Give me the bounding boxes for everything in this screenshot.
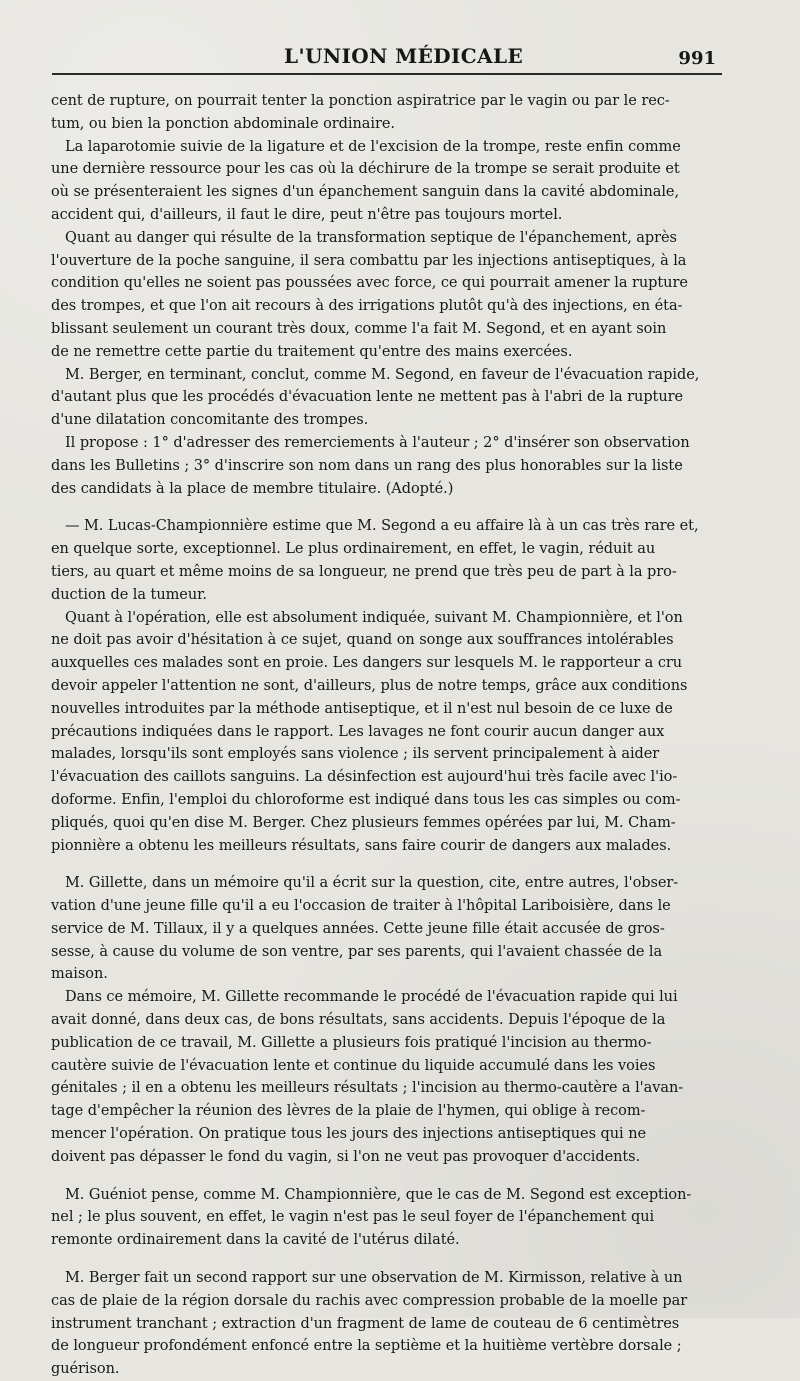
text-line: pionnière a obtenu les meilleurs résultats, sans faire courir de dangers aux malades. <box>51 837 672 854</box>
text-line: condition qu'elles ne soient pas poussées avec force, ce qui pourrait amener la rupture <box>51 275 688 292</box>
text-line: Quant à l'opération, elle est absolument indiquée, suivant M. Championnière, et l'on <box>65 609 683 626</box>
text-line: tage d'empêcher la réunion des lèvres de la plaie de l'hymen, qui oblige à recom- <box>51 1103 646 1120</box>
text-line: instrument tranchant ; extraction d'un fragment de lame de couteau de 6 centimètres <box>51 1315 680 1332</box>
text-line: de longueur profondément enfoncé entre la septième et la huitième vertèbre dorsale ; <box>51 1338 682 1355</box>
text-line: précautions indiquées dans le rapport. Les lavages ne font courir aucun danger aux <box>51 723 665 740</box>
text-line: service de M. Tillaux, il y a quelques années. Cette jeune fille était accusée de gros- <box>51 920 665 937</box>
text-line: devoir appeler l'attention ne sont, d'ailleurs, plus de notre temps, grâce aux conditions <box>51 677 688 694</box>
text-line: M. Berger fait un second rapport sur une observation de M. Kirmisson, relative à un <box>65 1270 683 1287</box>
text-line: doforme. Enfin, l'emploi du chloroforme est indiqué dans tous les cas simples ou com- <box>51 791 681 808</box>
paragraph-berger-second-report <box>51 1267 724 1381</box>
text-line: nouvelles introduites par la méthode antiseptique, et il n'est nul besoin de ce luxe de <box>51 700 673 717</box>
text-line: doivent pas dépasser le fond du vagin, si l'on ne veut pas provoquer d'accidents. <box>51 1148 641 1165</box>
text-line: — M. Lucas-Championnière estime que M. Segond a eu affaire là à un cas très rare et, <box>65 518 699 535</box>
paragraph-laparotomy <box>51 136 724 227</box>
paragraph-gillette-memoir <box>51 986 724 1168</box>
text-line: duction de la tumeur. <box>51 586 207 603</box>
page-header <box>52 43 722 83</box>
text-line: accident qui, d'ailleurs, il faut le dire, peut n'être pas toujours mortel. <box>51 206 563 223</box>
text-line: l'ouverture de la poche sanguine, il sera combattu par les injections antiseptiques, à la <box>51 252 687 269</box>
text-line: guérison. <box>51 1361 120 1378</box>
text-line: M. Guéniot pense, comme M. Championnière, que le cas de M. Segond est exception- <box>65 1186 692 1203</box>
text-line: d'autant plus que les procédés d'évacuation lente ne mettent pas à l'abri de la rupture <box>51 389 684 406</box>
page-number: 991 <box>678 48 716 69</box>
text-line: mencer l'opération. On pratique tous les jours des injections antiseptiques qui ne <box>51 1126 647 1143</box>
paragraph-gillette-observation <box>51 872 724 986</box>
paragraph-proposal <box>51 432 724 500</box>
text-line: avait donné, dans deux cas, de bons résultats, sans accidents. Depuis l'époque de la <box>51 1012 666 1029</box>
text-line: d'une dilatation concomitante des trompes. <box>51 412 369 429</box>
text-line: sesse, à cause du volume de son ventre, par ses parents, qui l'avaient chassée de la <box>51 943 663 960</box>
text-line: M. Gillette, dans un mémoire qu'il a écrit sur la question, cite, entre autres, l'obser- <box>65 875 679 892</box>
text-line: cas de plaie de la région dorsale du rachis avec compression probable de la moelle par <box>51 1292 688 1309</box>
text-line: cautère suivie de l'évacuation lente et continue du liquide accumulé dans les voies <box>51 1057 656 1074</box>
paragraph-gueniot <box>51 1184 724 1252</box>
running-title: L'UNION MÉDICALE <box>284 44 524 68</box>
paragraph-septic-transformation <box>51 227 724 364</box>
text-line: auxquelles ces malades sont en proie. Les dangers sur lesquels M. le rapporteur a cru <box>51 655 683 672</box>
paragraph-berger-conclusion <box>51 364 724 432</box>
text-line: ne doit pas avoir d'hésitation à ce sujet, quand on songe aux souffrances intolérables <box>51 632 674 649</box>
text-line: blissant seulement un courant très doux, comme l'a fait M. Segond, et en ayant soin <box>51 320 667 337</box>
text-line: dans les Bulletins ; 3° d'inscrire son nom dans un rang des plus honorables sur la liste <box>51 457 683 474</box>
text-line: des candidats à la place de membre titulaire. (Adopté.) <box>51 480 454 497</box>
text-line: maison. <box>51 966 108 983</box>
text-line: génitales ; il en a obtenu les meilleurs résultats ; l'incision au thermo-cautère a l'avan- <box>51 1080 684 1097</box>
paragraph-operation <box>51 607 724 858</box>
text-line: cent de rupture, on pourrait tenter la ponction aspiratrice par le vagin ou par le rec- <box>51 93 670 109</box>
text-line: Quant au danger qui résulte de la transformation septique de l'épanchement, après <box>65 229 677 246</box>
text-line: l'évacuation des caillots sanguins. La désinfection est aujourd'hui très facile avec l'io- <box>51 769 678 786</box>
paragraph-puncture-options <box>51 90 724 136</box>
text-line: de ne remettre cette partie du traitement qu'entre des mains exercées. <box>51 343 573 360</box>
text-line: La laparotomie suivie de la ligature et de l'excision de la trompe, reste enfin comme <box>65 138 681 155</box>
text-line: nel ; le plus souvent, en effet, le vagin n'est pas le seul foyer de l'épanchement qui <box>51 1209 655 1226</box>
text-line: en quelque sorte, exceptionnel. Le plus ordinairement, en effet, le vagin, réduit au <box>51 541 656 558</box>
text-line: remonte ordinairement dans la cavité de l'utérus dilaté. <box>51 1232 460 1249</box>
header-rule <box>52 73 722 75</box>
text-line: tum, ou bien la ponction abdominale ordinaire. <box>51 115 395 132</box>
text-line: tiers, au quart et même moins de sa longueur, ne prend que très peu de part à la pro- <box>51 563 677 580</box>
article-body <box>51 90 724 1381</box>
text-line: malades, lorsqu'ils sont employés sans violence ; ils servent principalement à aider <box>51 746 660 763</box>
text-line: où se présenteraient les signes d'un épanchement sanguin dans la cavité abdominale, <box>51 184 680 201</box>
text-line: Dans ce mémoire, M. Gillette recommande le procédé de l'évacuation rapide qui lui <box>65 989 678 1006</box>
text-line: Il propose : 1° d'adresser des remerciements à l'auteur ; 2° d'insérer son observation <box>65 434 690 451</box>
text-line: publication de ce travail, M. Gillette a plusieurs fois pratiqué l'incision au thermo- <box>51 1034 652 1051</box>
text-line: une dernière ressource pour les cas où la déchirure de la trompe se serait produite et <box>51 161 680 178</box>
text-line: vation d'une jeune fille qu'il a eu l'occasion de traiter à l'hôpital Lariboisière, dans le <box>51 898 671 915</box>
paragraph-lucas-championniere <box>51 515 724 606</box>
text-line: M. Berger, en terminant, conclut, comme M. Segond, en faveur de l'évacuation rapide, <box>65 366 700 383</box>
text-line: des trompes, et que l'on ait recours à des irrigations plutôt qu'à des injections, en éta- <box>51 298 683 315</box>
text-line: pliqués, quoi qu'en dise M. Berger. Chez plusieurs femmes opérées par lui, M. Cham- <box>51 814 676 831</box>
